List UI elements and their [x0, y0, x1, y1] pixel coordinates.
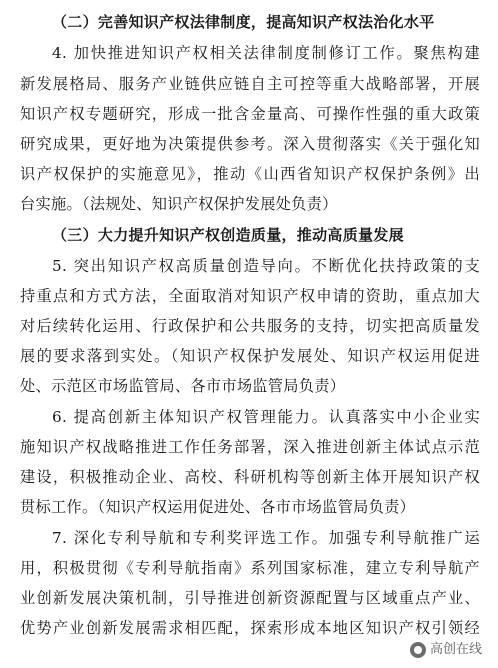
paragraph-line: 用，积极贯彻《专利导航指南》系列国家标准，建立专利导航产: [20, 559, 480, 577]
paragraph-line: 识产权保护的实施意见》，推动《山西省知识产权保护条例》出: [20, 165, 480, 183]
logo-circle-icon: [410, 642, 426, 658]
paragraph-line: 展的要求落到实处。（知识产权保护发展处、知识产权运用促进: [20, 347, 480, 365]
paragraph-line: 5. 突出知识产权高质量创造导向。不断优化扶持政策的支: [52, 257, 480, 275]
paragraph-line: 处、示范区市场监管局、各市市场监管局负责）: [20, 377, 346, 395]
paragraph-line: 4. 加快推进知识产权相关法律制度制修订工作。聚焦构建: [52, 44, 480, 62]
paragraph-line: 持重点和方式方法，全面取消对知识产权申请的资助，重点加大: [20, 287, 480, 305]
paragraph-line: 6. 提高创新主体知识产权管理能力。认真落实中小企业实: [52, 408, 480, 426]
section-heading-3: （三）大力提升知识产权创造质量，推动高质量发展: [52, 226, 404, 244]
paragraph-line: 7. 深化专利导航和专利奖评选工作。加强专利导航推广运: [52, 529, 480, 547]
watermark: [406, 640, 486, 660]
paragraph-line: 优势产业创新发展需求相匹配，探索形成本地区知识产权引领经: [20, 619, 480, 637]
paragraph-line: 业创新发展决策机制，引导推进创新资源配置与区域重点产业、: [20, 589, 480, 607]
watermark-text: 高创在线: [429, 642, 482, 657]
paragraph-line: 知识产权专题研究，形成一批含金量高、可操作性强的重大政策: [20, 105, 480, 123]
section-heading-2: （二）完善知识产权法律制度，提高知识产权法治化水平: [52, 13, 435, 31]
paragraph-line: 建设，积极推动企业、高校、科研机构等创新主体开展知识产权: [20, 468, 480, 486]
paragraph-line: 研究成果，更好地为决策提供参考。深入贯彻落实《关于强化知: [20, 135, 480, 153]
paragraph-line: 台实施。（法规处、知识产权保护发展处负责）: [20, 195, 338, 213]
paragraph-line: 贯标工作。（知识产权运用促进处、各市市场监管局负责）: [20, 498, 416, 516]
paragraph-line: 新发展格局、服务产业链供应链自主可控等重大战略部署，开展: [20, 75, 480, 93]
paragraph-line: 施知识产权战略推进工作任务部署，深入推进创新主体试点示范: [20, 438, 480, 456]
paragraph-line: 对后续转化运用、行政保护和公共服务的支持，切实把高质量发: [20, 317, 480, 335]
